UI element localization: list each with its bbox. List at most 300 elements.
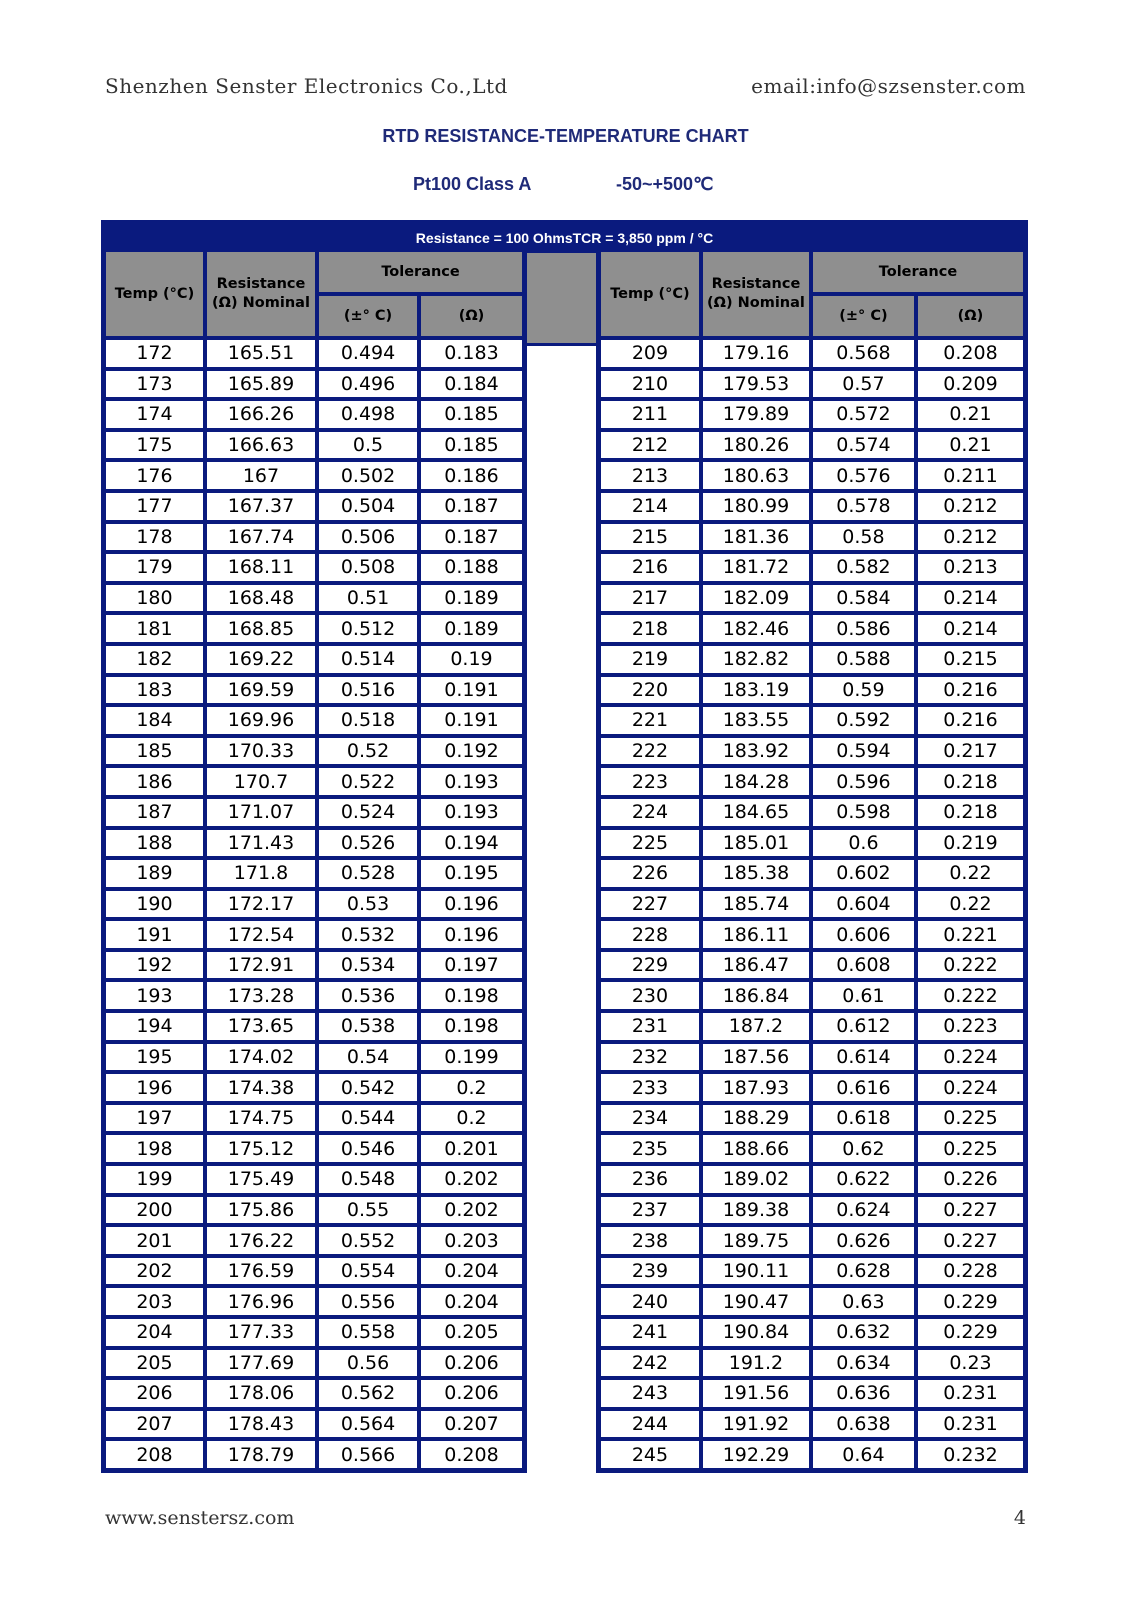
temp-cell: 242 <box>599 1348 701 1379</box>
table-row <box>104 491 524 522</box>
temp-cell: 186 <box>104 766 205 797</box>
tolerance-c-cell: 0.624 <box>811 1195 916 1226</box>
tolerance-c-cell: 0.512 <box>317 613 419 644</box>
table-row <box>599 1409 1025 1440</box>
table-row <box>104 522 524 553</box>
temp-cell: 191 <box>104 919 205 950</box>
table-row <box>104 705 524 736</box>
tolerance-ohm-cell: 0.231 <box>916 1409 1025 1440</box>
table-row <box>599 552 1025 583</box>
temp-cell: 240 <box>599 1286 701 1317</box>
table-row <box>599 1378 1025 1409</box>
tolerance-ohm-cell: 0.197 <box>419 950 524 981</box>
table-row <box>104 675 524 706</box>
resistance-cell: 185.74 <box>701 889 811 920</box>
resistance-cell: 172.91 <box>205 950 317 981</box>
tolerance-ohm-cell: 0.203 <box>419 1225 524 1256</box>
table-row <box>599 980 1025 1011</box>
tolerance-c-cell: 0.51 <box>317 583 419 614</box>
temp-cell: 193 <box>104 980 205 1011</box>
table-row <box>599 430 1025 461</box>
table-row <box>599 1011 1025 1042</box>
resistance-cell: 191.2 <box>701 1348 811 1379</box>
tolerance-ohm-cell: 0.185 <box>419 430 524 461</box>
resistance-cell: 173.65 <box>205 1011 317 1042</box>
table-gap-header <box>527 250 596 346</box>
resistance-cell: 175.49 <box>205 1164 317 1195</box>
temp-cell: 222 <box>599 736 701 767</box>
tolerance-ohm-cell: 0.229 <box>916 1286 1025 1317</box>
temp-cell: 198 <box>104 1133 205 1164</box>
tolerance-c-cell: 0.6 <box>811 828 916 859</box>
rtd-table-right <box>596 250 1028 1473</box>
temp-cell: 205 <box>104 1348 205 1379</box>
tolerance-c-cell: 0.574 <box>811 430 916 461</box>
table-row <box>104 613 524 644</box>
temp-cell: 239 <box>599 1256 701 1287</box>
tolerance-ohm-cell: 0.21 <box>916 430 1025 461</box>
table-row <box>599 1317 1025 1348</box>
resistance-cell: 173.28 <box>205 980 317 1011</box>
tolerance-ohm-cell: 0.218 <box>916 766 1025 797</box>
resistance-cell: 167 <box>205 460 317 491</box>
resistance-cell: 183.55 <box>701 705 811 736</box>
tolerance-ohm-cell: 0.191 <box>419 675 524 706</box>
col-tol-ohm-header: (Ω) <box>916 294 1025 338</box>
col-tol-c-header: (±° C) <box>811 294 916 338</box>
temp-cell: 226 <box>599 858 701 889</box>
tolerance-ohm-cell: 0.227 <box>916 1195 1025 1226</box>
temp-cell: 183 <box>104 675 205 706</box>
temp-cell: 235 <box>599 1133 701 1164</box>
table-row <box>599 797 1025 828</box>
resistance-cell: 190.47 <box>701 1286 811 1317</box>
temp-cell: 176 <box>104 460 205 491</box>
tolerance-ohm-cell: 0.199 <box>419 1042 524 1073</box>
tolerance-ohm-cell: 0.22 <box>916 889 1025 920</box>
tolerance-c-cell: 0.578 <box>811 491 916 522</box>
table-row <box>599 583 1025 614</box>
temp-cell: 232 <box>599 1042 701 1073</box>
tolerance-c-cell: 0.526 <box>317 828 419 859</box>
tolerance-c-cell: 0.52 <box>317 736 419 767</box>
table-row <box>104 889 524 920</box>
table-row <box>599 460 1025 491</box>
resistance-cell: 171.8 <box>205 858 317 889</box>
table-row <box>104 1133 524 1164</box>
resistance-cell: 170.33 <box>205 736 317 767</box>
resistance-cell: 182.46 <box>701 613 811 644</box>
resistance-cell: 169.96 <box>205 705 317 736</box>
temp-cell: 194 <box>104 1011 205 1042</box>
resistance-cell: 179.16 <box>701 338 811 369</box>
temp-cell: 233 <box>599 1072 701 1103</box>
tolerance-c-cell: 0.564 <box>317 1409 419 1440</box>
tolerance-ohm-cell: 0.213 <box>916 552 1025 583</box>
company-name: Shenzhen Senster Electronics Co.,Ltd <box>105 74 508 98</box>
temp-cell: 245 <box>599 1439 701 1470</box>
resistance-cell: 181.36 <box>701 522 811 553</box>
resistance-cell: 192.29 <box>701 1439 811 1470</box>
tolerance-ohm-cell: 0.183 <box>419 338 524 369</box>
tolerance-ohm-cell: 0.193 <box>419 797 524 828</box>
sensor-class: Pt100 Class A <box>413 174 532 194</box>
tolerance-ohm-cell: 0.185 <box>419 399 524 430</box>
tolerance-ohm-cell: 0.212 <box>916 491 1025 522</box>
temp-cell: 173 <box>104 369 205 400</box>
tolerance-ohm-cell: 0.19 <box>419 644 524 675</box>
temp-cell: 181 <box>104 613 205 644</box>
tolerance-ohm-cell: 0.225 <box>916 1133 1025 1164</box>
resistance-cell: 183.19 <box>701 675 811 706</box>
table-row <box>104 460 524 491</box>
table-row <box>599 950 1025 981</box>
table-row <box>104 1439 524 1470</box>
resistance-cell: 178.79 <box>205 1439 317 1470</box>
table-row <box>599 338 1025 369</box>
resistance-cell: 167.74 <box>205 522 317 553</box>
tolerance-ohm-cell: 0.22 <box>916 858 1025 889</box>
tolerance-c-cell: 0.528 <box>317 858 419 889</box>
temp-cell: 177 <box>104 491 205 522</box>
tolerance-ohm-cell: 0.228 <box>916 1256 1025 1287</box>
temp-cell: 214 <box>599 491 701 522</box>
tolerance-c-cell: 0.524 <box>317 797 419 828</box>
tolerance-ohm-cell: 0.225 <box>916 1103 1025 1134</box>
resistance-cell: 184.28 <box>701 766 811 797</box>
resistance-cell: 170.7 <box>205 766 317 797</box>
temp-cell: 174 <box>104 399 205 430</box>
resistance-cell: 174.02 <box>205 1042 317 1073</box>
tolerance-c-cell: 0.532 <box>317 919 419 950</box>
resistance-cell: 178.43 <box>205 1409 317 1440</box>
temp-cell: 172 <box>104 338 205 369</box>
tolerance-c-cell: 0.514 <box>317 644 419 675</box>
temp-cell: 188 <box>104 828 205 859</box>
temp-cell: 225 <box>599 828 701 859</box>
tolerance-ohm-cell: 0.215 <box>916 644 1025 675</box>
tolerance-ohm-cell: 0.226 <box>916 1164 1025 1195</box>
table-row <box>599 644 1025 675</box>
temp-cell: 216 <box>599 552 701 583</box>
resistance-cell: 181.72 <box>701 552 811 583</box>
table-row <box>599 1286 1025 1317</box>
tolerance-ohm-cell: 0.208 <box>419 1439 524 1470</box>
tolerance-c-cell: 0.596 <box>811 766 916 797</box>
tolerance-c-cell: 0.54 <box>317 1042 419 1073</box>
tolerance-ohm-cell: 0.217 <box>916 736 1025 767</box>
temp-cell: 185 <box>104 736 205 767</box>
resistance-cell: 190.84 <box>701 1317 811 1348</box>
tolerance-c-cell: 0.548 <box>317 1164 419 1195</box>
resistance-cell: 172.54 <box>205 919 317 950</box>
tolerance-ohm-cell: 0.222 <box>916 980 1025 1011</box>
temp-cell: 237 <box>599 1195 701 1226</box>
tolerance-c-cell: 0.638 <box>811 1409 916 1440</box>
resistance-cell: 191.56 <box>701 1378 811 1409</box>
tolerance-c-cell: 0.616 <box>811 1072 916 1103</box>
rtd-table-left <box>101 250 527 1473</box>
resistance-cell: 180.63 <box>701 460 811 491</box>
temp-cell: 201 <box>104 1225 205 1256</box>
temp-cell: 231 <box>599 1011 701 1042</box>
tolerance-ohm-cell: 0.189 <box>419 613 524 644</box>
tolerance-c-cell: 0.61 <box>811 980 916 1011</box>
table-row <box>104 1286 524 1317</box>
resistance-cell: 185.38 <box>701 858 811 889</box>
tolerance-c-cell: 0.538 <box>317 1011 419 1042</box>
left-table-body <box>104 338 524 1470</box>
resistance-cell: 176.59 <box>205 1256 317 1287</box>
temp-cell: 243 <box>599 1378 701 1409</box>
tolerance-c-cell: 0.504 <box>317 491 419 522</box>
temp-cell: 227 <box>599 889 701 920</box>
resistance-cell: 165.51 <box>205 338 317 369</box>
tolerance-c-cell: 0.634 <box>811 1348 916 1379</box>
temp-cell: 241 <box>599 1317 701 1348</box>
table-row <box>599 522 1025 553</box>
tolerance-c-cell: 0.496 <box>317 369 419 400</box>
table-row <box>599 889 1025 920</box>
tolerance-c-cell: 0.552 <box>317 1225 419 1256</box>
tolerance-ohm-cell: 0.2 <box>419 1103 524 1134</box>
table-row <box>104 430 524 461</box>
tolerance-c-cell: 0.628 <box>811 1256 916 1287</box>
table-row <box>104 1042 524 1073</box>
tolerance-ohm-cell: 0.187 <box>419 522 524 553</box>
resistance-cell: 168.11 <box>205 552 317 583</box>
resistance-cell: 179.53 <box>701 369 811 400</box>
resistance-cell: 166.63 <box>205 430 317 461</box>
table-row <box>599 1439 1025 1470</box>
col-tol-c-header: (±° C) <box>317 294 419 338</box>
temp-cell: 220 <box>599 675 701 706</box>
table-row <box>104 369 524 400</box>
resistance-cell: 178.06 <box>205 1378 317 1409</box>
resistance-cell: 191.92 <box>701 1409 811 1440</box>
resistance-cell: 177.69 <box>205 1348 317 1379</box>
tolerance-c-cell: 0.53 <box>317 889 419 920</box>
temp-cell: 244 <box>599 1409 701 1440</box>
right-table-body <box>599 338 1025 1470</box>
resistance-cell: 174.38 <box>205 1072 317 1103</box>
table-row <box>599 491 1025 522</box>
table-row <box>104 1225 524 1256</box>
tolerance-c-cell: 0.606 <box>811 919 916 950</box>
tolerance-ohm-cell: 0.211 <box>916 460 1025 491</box>
table-row <box>104 1103 524 1134</box>
resistance-cell: 186.84 <box>701 980 811 1011</box>
tolerance-c-cell: 0.568 <box>811 338 916 369</box>
col-temp-header: Temp (°C) <box>599 250 701 338</box>
tolerance-ohm-cell: 0.187 <box>419 491 524 522</box>
tolerance-c-cell: 0.516 <box>317 675 419 706</box>
tolerance-ohm-cell: 0.195 <box>419 858 524 889</box>
page-title: RTD RESISTANCE-TEMPERATURE CHART <box>382 126 749 146</box>
tolerance-ohm-cell: 0.198 <box>419 980 524 1011</box>
resistance-cell: 177.33 <box>205 1317 317 1348</box>
table-row <box>104 1317 524 1348</box>
resistance-cell: 180.26 <box>701 430 811 461</box>
temp-cell: 200 <box>104 1195 205 1226</box>
tolerance-ohm-cell: 0.21 <box>916 399 1025 430</box>
resistance-cell: 175.12 <box>205 1133 317 1164</box>
table-row <box>104 858 524 889</box>
temp-cell: 190 <box>104 889 205 920</box>
temp-cell: 223 <box>599 766 701 797</box>
table-row <box>599 1042 1025 1073</box>
tolerance-ohm-cell: 0.216 <box>916 705 1025 736</box>
table-row <box>104 399 524 430</box>
table-row <box>104 338 524 369</box>
table-row <box>599 1133 1025 1164</box>
table-row <box>599 1164 1025 1195</box>
temp-cell: 221 <box>599 705 701 736</box>
tolerance-c-cell: 0.542 <box>317 1072 419 1103</box>
resistance-cell: 174.75 <box>205 1103 317 1134</box>
tolerance-c-cell: 0.626 <box>811 1225 916 1256</box>
tolerance-ohm-cell: 0.221 <box>916 919 1025 950</box>
tolerance-c-cell: 0.636 <box>811 1378 916 1409</box>
resistance-cell: 175.86 <box>205 1195 317 1226</box>
tolerance-c-cell: 0.536 <box>317 980 419 1011</box>
resistance-cell: 167.37 <box>205 491 317 522</box>
tolerance-c-cell: 0.498 <box>317 399 419 430</box>
tolerance-c-cell: 0.562 <box>317 1378 419 1409</box>
tolerance-ohm-cell: 0.205 <box>419 1317 524 1348</box>
resistance-cell: 188.66 <box>701 1133 811 1164</box>
tolerance-ohm-cell: 0.201 <box>419 1133 524 1164</box>
temp-cell: 229 <box>599 950 701 981</box>
resistance-cell: 171.07 <box>205 797 317 828</box>
tolerance-ohm-cell: 0.227 <box>916 1225 1025 1256</box>
temp-cell: 208 <box>104 1439 205 1470</box>
contact-email: email:info@szsenster.com <box>751 74 1026 98</box>
tolerance-c-cell: 0.602 <box>811 858 916 889</box>
tolerance-c-cell: 0.58 <box>811 522 916 553</box>
temp-cell: 209 <box>599 338 701 369</box>
table-row <box>599 1256 1025 1287</box>
resistance-cell: 190.11 <box>701 1256 811 1287</box>
resistance-cell: 168.48 <box>205 583 317 614</box>
table-row <box>104 583 524 614</box>
temp-cell: 195 <box>104 1042 205 1073</box>
table-row <box>599 675 1025 706</box>
tolerance-c-cell: 0.588 <box>811 644 916 675</box>
table-row <box>104 1378 524 1409</box>
col-resistance-header: Resistance (Ω) Nominal <box>205 250 317 338</box>
tolerance-ohm-cell: 0.23 <box>916 1348 1025 1379</box>
table-row <box>599 766 1025 797</box>
resistance-cell: 182.82 <box>701 644 811 675</box>
resistance-cell: 179.89 <box>701 399 811 430</box>
table-row <box>104 736 524 767</box>
resistance-cell: 182.09 <box>701 583 811 614</box>
tolerance-ohm-cell: 0.214 <box>916 583 1025 614</box>
tolerance-ohm-cell: 0.212 <box>916 522 1025 553</box>
table-row <box>104 1011 524 1042</box>
temp-cell: 217 <box>599 583 701 614</box>
tolerance-c-cell: 0.546 <box>317 1133 419 1164</box>
table-row <box>104 828 524 859</box>
tolerance-c-cell: 0.554 <box>317 1256 419 1287</box>
tolerance-ohm-cell: 0.224 <box>916 1072 1025 1103</box>
tolerance-c-cell: 0.5 <box>317 430 419 461</box>
temp-cell: 175 <box>104 430 205 461</box>
tolerance-ohm-cell: 0.194 <box>419 828 524 859</box>
tolerance-ohm-cell: 0.202 <box>419 1195 524 1226</box>
tolerance-ohm-cell: 0.186 <box>419 460 524 491</box>
tolerance-ohm-cell: 0.184 <box>419 369 524 400</box>
temp-cell: 179 <box>104 552 205 583</box>
temp-cell: 187 <box>104 797 205 828</box>
tolerance-c-cell: 0.59 <box>811 675 916 706</box>
tolerance-c-cell: 0.494 <box>317 338 419 369</box>
temp-cell: 182 <box>104 644 205 675</box>
table-row <box>599 828 1025 859</box>
tolerance-c-cell: 0.598 <box>811 797 916 828</box>
temp-cell: 236 <box>599 1164 701 1195</box>
table-row <box>104 797 524 828</box>
resistance-cell: 176.96 <box>205 1286 317 1317</box>
resistance-cell: 189.38 <box>701 1195 811 1226</box>
tolerance-ohm-cell: 0.202 <box>419 1164 524 1195</box>
table-row <box>599 1072 1025 1103</box>
resistance-cell: 184.65 <box>701 797 811 828</box>
table-row <box>599 399 1025 430</box>
resistance-cell: 165.89 <box>205 369 317 400</box>
col-tol-ohm-header: (Ω) <box>419 294 524 338</box>
table-row <box>599 705 1025 736</box>
resistance-cell: 169.59 <box>205 675 317 706</box>
table-row <box>599 369 1025 400</box>
resistance-cell: 185.01 <box>701 828 811 859</box>
tolerance-ohm-cell: 0.204 <box>419 1256 524 1287</box>
tolerance-c-cell: 0.566 <box>317 1439 419 1470</box>
tolerance-c-cell: 0.614 <box>811 1042 916 1073</box>
temp-cell: 218 <box>599 613 701 644</box>
tolerance-c-cell: 0.586 <box>811 613 916 644</box>
table-row <box>104 1256 524 1287</box>
table-row <box>599 858 1025 889</box>
resistance-cell: 171.43 <box>205 828 317 859</box>
table-row <box>104 644 524 675</box>
table-row <box>104 766 524 797</box>
tolerance-ohm-cell: 0.196 <box>419 919 524 950</box>
tolerance-ohm-cell: 0.198 <box>419 1011 524 1042</box>
tolerance-c-cell: 0.522 <box>317 766 419 797</box>
table-row <box>599 1195 1025 1226</box>
col-resistance-header: Resistance (Ω) Nominal <box>701 250 811 338</box>
table-row <box>104 919 524 950</box>
tolerance-ohm-cell: 0.193 <box>419 766 524 797</box>
tolerance-ohm-cell: 0.231 <box>916 1378 1025 1409</box>
temp-cell: 207 <box>104 1409 205 1440</box>
resistance-cell: 183.92 <box>701 736 811 767</box>
tolerance-ohm-cell: 0.2 <box>419 1072 524 1103</box>
tolerance-c-cell: 0.518 <box>317 705 419 736</box>
tolerance-c-cell: 0.534 <box>317 950 419 981</box>
temp-cell: 178 <box>104 522 205 553</box>
tolerance-c-cell: 0.622 <box>811 1164 916 1195</box>
resistance-cell: 169.22 <box>205 644 317 675</box>
tolerance-c-cell: 0.55 <box>317 1195 419 1226</box>
tolerance-c-cell: 0.604 <box>811 889 916 920</box>
resistance-cell: 186.11 <box>701 919 811 950</box>
resistance-cell: 188.29 <box>701 1103 811 1134</box>
temp-cell: 210 <box>599 369 701 400</box>
tolerance-ohm-cell: 0.214 <box>916 613 1025 644</box>
